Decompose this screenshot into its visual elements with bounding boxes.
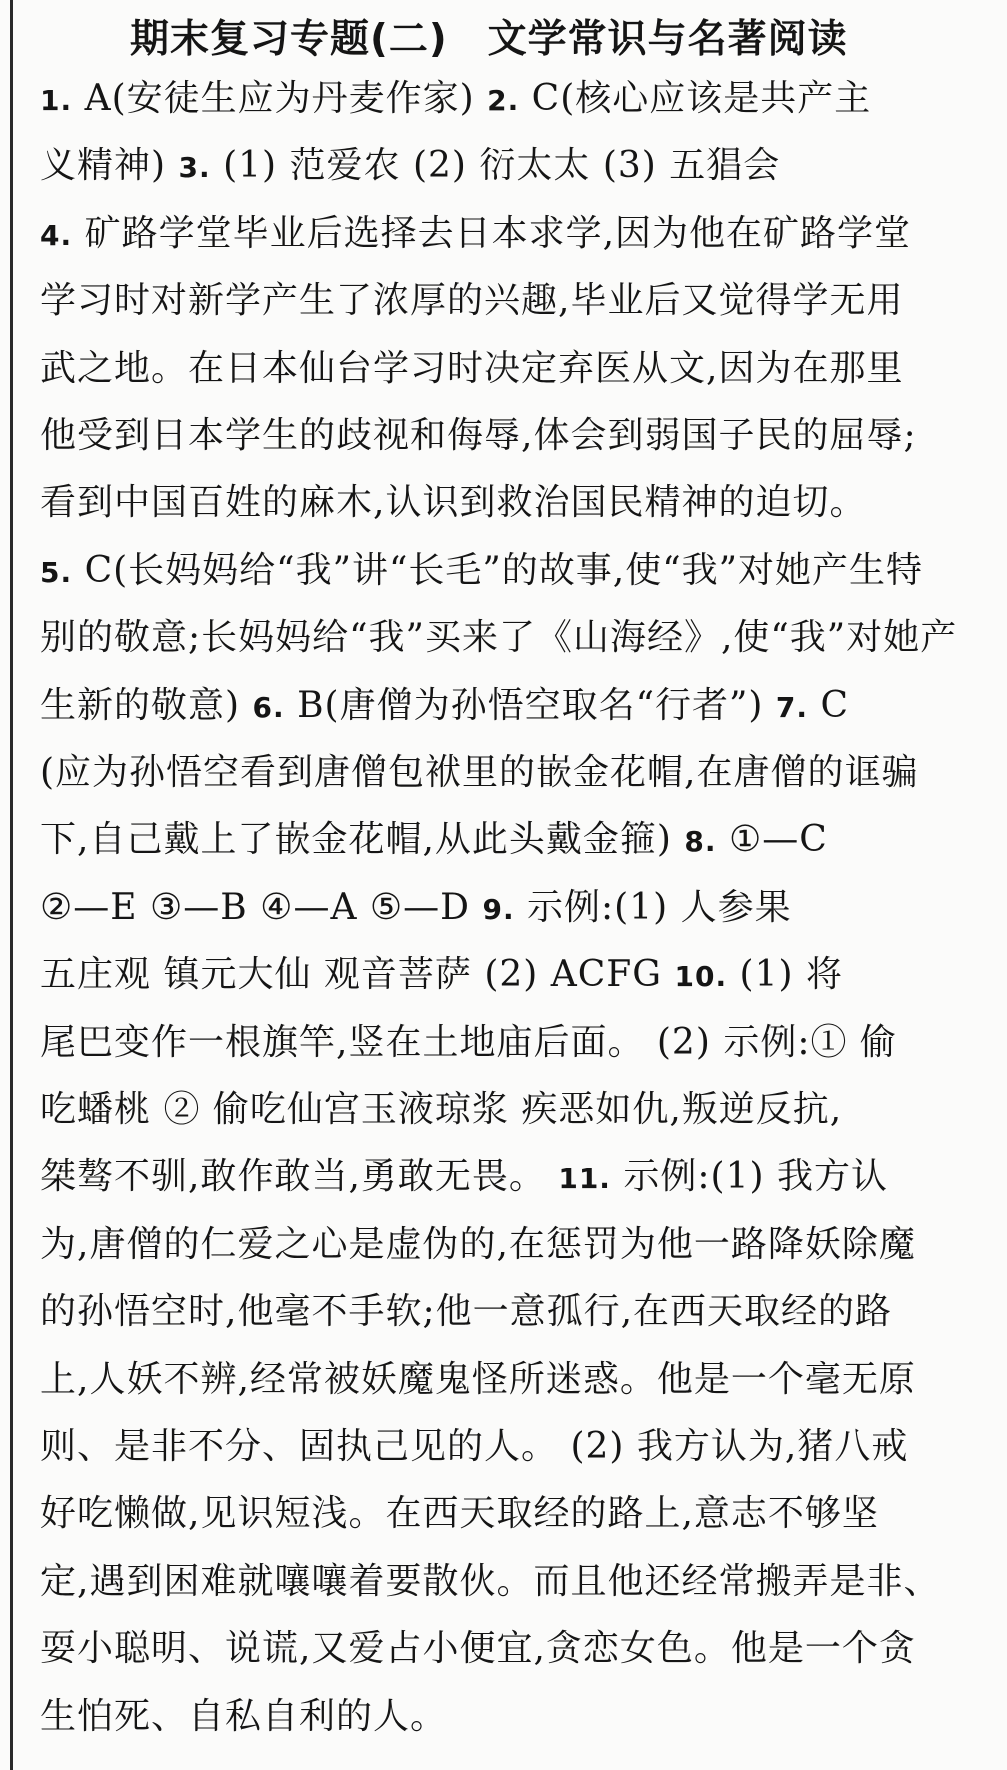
answer-text: ①—C	[716, 819, 828, 861]
answer-line	[40, 135, 990, 197]
answer-line	[40, 1012, 990, 1074]
answer-text: 为,唐僧的仁爱之心是虚伪的,在惩罚为他一路降妖除魔	[40, 1223, 916, 1265]
answer-line	[40, 1281, 990, 1343]
answer-line	[40, 1618, 990, 1680]
answer-text: 五庄观 镇元大仙 观音菩萨 (2) ACFG	[40, 954, 675, 996]
answer-text: (1) 范爱农 (2) 衍太太 (3) 五猖会	[210, 145, 781, 187]
answer-line	[40, 68, 990, 130]
page-title	[130, 10, 990, 70]
answer-line	[40, 472, 990, 534]
answer-text: 生怕死、自私自利的人。	[40, 1695, 448, 1737]
answer-text: ②—E ③—B ④—A ⑤—D	[40, 886, 483, 928]
question-number: 3.	[178, 151, 211, 185]
answer-text: 别的敬意;长妈妈给“我”买来了《山海经》,使“我”对她产	[40, 617, 958, 659]
answer-text: 他受到日本学生的歧视和侮辱,体会到弱国子民的屈辱;	[40, 415, 917, 456]
answer-line	[40, 1416, 990, 1478]
answer-text: 生新的敬意)	[40, 684, 253, 726]
answer-text: 矿路学堂毕业后选择去日本求学,因为他在矿路学堂	[72, 212, 912, 254]
answer-line	[40, 944, 990, 1006]
left-margin-rule	[10, 0, 13, 1770]
answer-text: C(长妈妈给“我”讲“长毛”的故事,使“我”对她产生特	[72, 549, 924, 591]
answer-text: 耍小聪明、说谎,又爱占小便宜,贪恋女色。他是一个贪	[40, 1628, 916, 1670]
answer-text: 义精神)	[40, 145, 179, 187]
title-topic: 期末复习专题(二)	[130, 17, 448, 62]
answer-text: C(核心应该是共产主	[519, 78, 872, 119]
answer-line	[40, 1349, 990, 1411]
answer-line	[40, 1686, 990, 1748]
answer-text: C	[808, 684, 849, 726]
answer-line	[40, 203, 990, 265]
answer-line	[40, 742, 990, 804]
answer-line	[40, 1146, 990, 1208]
answer-text: 尾巴变作一根旗竿,竖在土地庙后面。 (2) 示例:① 偷	[40, 1021, 897, 1063]
answer-text: 武之地。在日本仙台学习时决定弃医从文,因为在那里	[40, 347, 904, 389]
answer-line	[40, 607, 990, 669]
answer-text: 的孙悟空时,他毫不手软;他一意孤行,在西天取经的路	[40, 1291, 893, 1333]
answer-line	[40, 1551, 990, 1613]
answer-line	[40, 270, 990, 332]
question-number: 4.	[40, 218, 73, 252]
answer-line	[40, 675, 990, 737]
answer-text: 下,自己戴上了嵌金花帽,从此头戴金箍)	[40, 819, 685, 861]
question-number: 7.	[775, 690, 808, 724]
question-number: 10.	[674, 960, 728, 994]
answer-line	[40, 338, 990, 400]
answer-line	[40, 540, 990, 602]
answer-text: 吃蟠桃 ② 偷吃仙宫玉液琼浆 疾恶如仇,叛逆反抗,	[40, 1089, 843, 1130]
answer-text: 学习时对新学产生了浓厚的兴趣,毕业后又觉得学无用	[40, 280, 904, 322]
answer-line	[40, 1483, 990, 1545]
question-number: 8.	[684, 825, 717, 859]
answer-text: 好吃懒做,见识短浅。在西天取经的路上,意志不够坚	[40, 1493, 879, 1535]
question-number: 9.	[482, 892, 515, 926]
answer-text: 则、是非不分、固执己见的人。 (2) 我方认为,猪八戒	[40, 1426, 909, 1467]
answer-text: 示例:(1) 人参果	[514, 886, 792, 928]
question-number: 5.	[40, 555, 73, 589]
question-number: 2.	[487, 84, 520, 117]
answer-line	[40, 1214, 990, 1276]
question-number: 1.	[40, 84, 73, 117]
answer-text: A(安徒生应为丹麦作家)	[72, 78, 488, 119]
answer-text: 示例:(1) 我方认	[610, 1156, 888, 1198]
answer-text: 定,遇到困难就嚷嚷着要散伙。而且他还经常搬弄是非、	[40, 1560, 941, 1602]
answer-text: (1) 将	[727, 954, 843, 996]
answer-line	[40, 809, 990, 871]
question-number: 11.	[558, 1162, 611, 1196]
answer-text: 看到中国百姓的麻木,认识到救治国民精神的迫切。	[40, 482, 867, 524]
answer-text: B(唐僧为孙悟空取名“行者”)	[284, 684, 776, 726]
question-number: 6.	[252, 690, 285, 724]
answer-line	[40, 1079, 990, 1141]
answer-text: 桀骜不驯,敢作敢当,勇敢无畏。	[40, 1156, 559, 1198]
title-subject: 文学常识与名著阅读	[487, 17, 848, 62]
answer-line	[40, 877, 990, 939]
answer-text: (应为孙悟空看到唐僧包袱里的嵌金花帽,在唐僧的诓骗	[40, 752, 919, 793]
answer-text: 上,人妖不辨,经常被妖魔鬼怪所迷惑。他是一个毫无原	[40, 1358, 916, 1400]
answer-line	[40, 405, 990, 467]
